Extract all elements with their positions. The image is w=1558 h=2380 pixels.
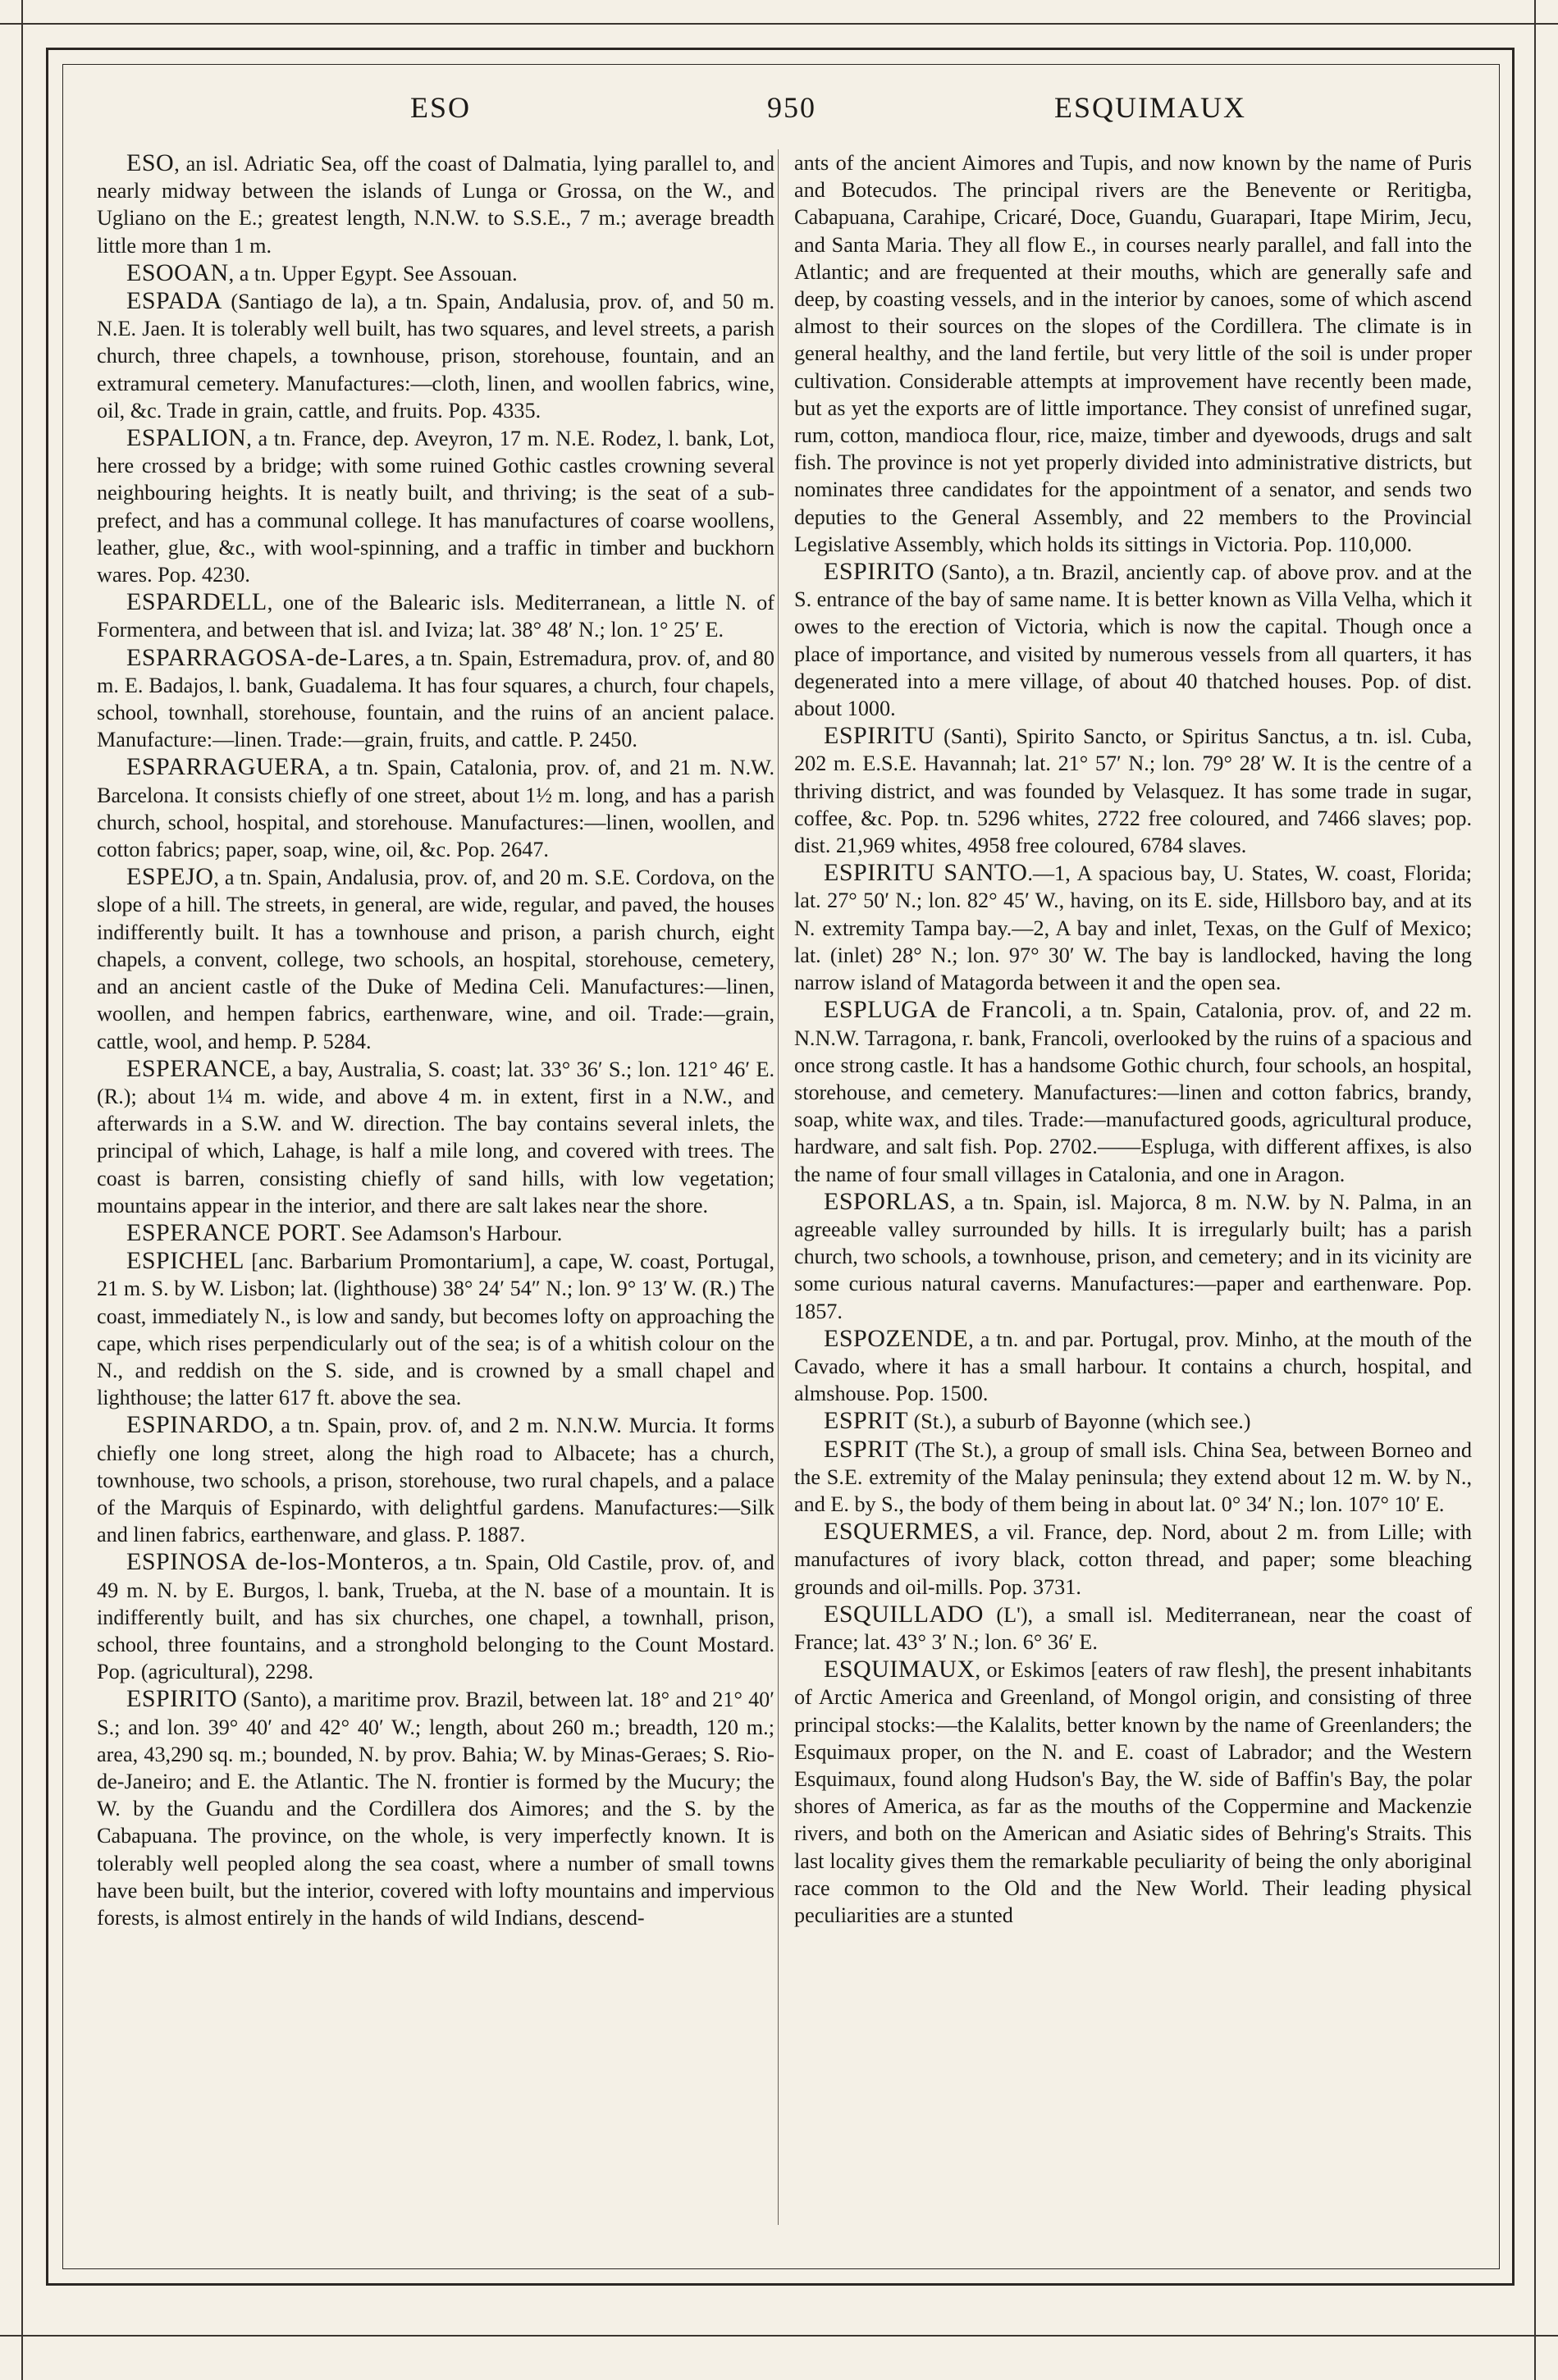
gazetteer-entry xyxy=(794,1325,1472,1408)
entry-headword: ESQUERMES xyxy=(824,1518,974,1546)
entry-text: (L'), a small isl. Mediterranean, near the coast of France; lat. 43° 3′ N.; lon. 6° 36′ E. xyxy=(794,1602,1472,1654)
entry-text: , a tn. France, dep. Aveyron, 17 m. N.E. Rodez, l. bank, Lot, here crossed by a bridge; with some ruined Gothic castles crowning several neighbouring heights. It is neatly built, and thriving; is the seat of a sub-prefect, and has a communal college. It has manufactures of coarse woollens, leather, glue, &c., with wool-spinning, and a traffic in timber and buckhorn wares. Pop. 4230. xyxy=(97,427,774,587)
page-bottom-rule xyxy=(0,2335,1558,2337)
entry-text: ants of the ancient Aimores and Tupis, and now known by the name of Puris and Botecudos. The principal rivers are the Benevente or Reritigba, Cabapuana, Carahipe, Cricaré, Doce, Guandu, Guarapari, Itape Mirim, Jecu, and Santa Maria. They all flow E., in courses nearly parallel, and fall into the Atlantic; and are frequented at their mouths, which are generally safe and deep, by coasting vessels, and in the interior by canoes, some of which ascend almost to their sources on the slopes of the Cordillera. The climate is in general healthy, and the land fertile, but very little of the soil is under proper cultivation. Considerable attempts at improvement have recently been made, but as yet the exports are of little importance. They consist of unrefined sugar, rum, cotton, mandioca flour, rice, maize, timber and dyewoods, drugs and salt fish. The province is not yet properly divided into administrative districts, but nominates three candidates for the appointment of a senator, and sends two deputies to the General Assembly, and 22 members to the Provincial Legislative Assembly, which holds its sittings in Victoria. Pop. 110,000. xyxy=(794,151,1472,556)
gazetteer-entry xyxy=(97,1548,774,1685)
entry-text: . See Adamson's Harbour. xyxy=(340,1221,563,1245)
entry-text: , an isl. Adriatic Sea, off the coast of Dalmatia, lying parallel to, and nearly midway between the islands of Lunga or Grossa, on the W., and Ugliano on the E.; greatest length, N.N.W. to S.S.E., 7 m.; average breadth little more than 1 m. xyxy=(97,152,774,258)
entry-text: , a tn. and par. Portugal, prov. Minho, at the mouth of the Cavado, where it has a small harbour. It contains a church, hospital, and almshouse. Pop. 1500. xyxy=(794,1327,1472,1406)
entry-headword: ESPOZENDE xyxy=(824,1324,969,1352)
gazetteer-entry xyxy=(97,1055,774,1219)
entry-text: [anc. Barbarium Promontarium], a cape, W. coast, Portugal, 21 m. S. by W. Lisbon; lat. (lighthouse) 38° 24′ 54″ N.; lon. 9° 13′ W. (R.) The coast, immediately N., is low and sandy, but becomes lofty on approaching the cape, which rises perpendicularly out of the sea; is of a whitish colour on the N., and reddish on the S. side, and is crowned by a small chapel and lighthouse; the latter 617 ft. above the sea. xyxy=(97,1249,774,1410)
entry-text: , a tn. Spain, Catalonia, prov. of, and 21 m. N.W. Barcelona. It consists chiefly of one street, about 1½ m. long, and has a parish church, school, hospital, and storehouse. Manufactures:—linen, woollen, and cotton fabrics; paper, soap, wine, oil, &c. Pop. 2647. xyxy=(97,756,774,862)
gazetteer-entry xyxy=(794,996,1472,1187)
entry-text: (Santi), Spirito Sancto, or Spiritus Sanctus, a tn. isl. Cuba, 202 m. E.S.E. Havannah; lat. 21° 57′ N.; lon. 79° 28′ W. It is the centre of a thriving district, and was founded by Velasquez. It has some trade in sugar, coffee, &c. Pop. tn. 5296 whites, 2722 free coloured, and 7466 slaves; pop. dist. 21,969 whites, 4958 free coloured, 6784 slaves. xyxy=(794,724,1472,858)
entry-text: (Santo), a tn. Brazil, anciently cap. of above prov. and at the S. entrance of the bay of same name. It is better known as Villa Velha, which it owes to the erection of Victoria, which is now the capital. Though once a place of importance, and visited by numerous vessels from all quarters, it has degenerated into a mere village, of about 40 thatched houses. Pop. of dist. about 1000. xyxy=(794,560,1472,721)
entry-headword: ESPRIT xyxy=(824,1435,909,1463)
gazetteer-entry xyxy=(794,558,1472,722)
gazetteer-entry xyxy=(794,1601,1472,1656)
entry-text: , a vil. France, dep. Nord, about 2 m. from Lille; with manufactures of ivory black, cotton thread, and paper; some bleaching grounds and oil-mills. Pop. 3731. xyxy=(794,1520,1472,1599)
entry-headword: ESPARRAGUERA xyxy=(126,753,325,781)
gazetteer-entry xyxy=(97,753,774,863)
header-right-word: ESQUIMAUX xyxy=(1054,91,1246,124)
entry-headword: ESPINOSA de-los-Monteros xyxy=(126,1548,424,1576)
entry-text: , a tn. Spain, isl. Majorca, 8 m. N.W. by N. Palma, in an agreeable valley surrounded by hills. It is irregularly built; has a parish church, two schools, a townhouse, prison, and cemetery; and in its vicinity are some curious natural caverns. Manufactures:—paper and earthenware. Pop. 1857. xyxy=(794,1190,1472,1323)
gazetteer-entry xyxy=(794,149,1472,558)
right-column xyxy=(794,149,1472,2225)
entry-headword: ESPORLAS xyxy=(824,1187,951,1215)
entry-headword: ESPLUGA de Francoli xyxy=(824,996,1067,1024)
entry-headword: ESPEJO xyxy=(126,863,214,891)
entry-text: .—1, A spacious bay, U. States, W. coast, Florida; lat. 27° 50′ N.; lon. 82° 45′ W., having, on its E. side, Hillsboro bay, and at its N. extremity Tampa bay.—2, A bay and inlet, Texas, on the Gulf of Mexico; lat. (inlet) 28° N.; lon. 97° 30′ W. The bay is landlocked, having the long narrow island of Matagorda between it and the open sea. xyxy=(794,861,1472,995)
entry-headword: ESPINARDO xyxy=(126,1411,268,1439)
left-column xyxy=(97,149,774,2225)
gazetteer-entry xyxy=(97,863,774,1054)
entry-headword: ESPADA xyxy=(126,287,222,315)
gazetteer-entry xyxy=(97,588,774,643)
entry-text: , a bay, Australia, S. coast; lat. 33° 36′ S.; lon. 121° 46′ E. (R.); about 1¼ m. wide, and above 4 m. in extent, first in a N.W., and afterwards in a S.W. and W. direction. The bay contains several inlets, the principal of which, Lahage, is half a mile long, and covered with trees. The coast is barren, consisting chiefly of sand hills, with low vegetation; mountains appear in the interior, and there are salt lakes near the shore. xyxy=(97,1057,774,1217)
gazetteer-entry xyxy=(794,722,1472,859)
entry-text: , a tn. Upper Egypt. See Assouan. xyxy=(228,261,518,286)
entry-headword: ESQUIMAUX xyxy=(824,1656,975,1683)
entry-text: , a tn. Spain, Old Castile, prov. of, and 49 m. N. by E. Burgos, l. bank, Trueba, at the N. base of a mountain. It is indifferently built, and has six churches, one chapel, a townhall, prison, school, three fountains, and a stronghold belonging to the Count Mostard. Pop. (agricultural), 2298. xyxy=(97,1551,774,1684)
header-left-word: ESO xyxy=(410,91,472,124)
entry-text: (St.), a suburb of Bayonne (which see.) xyxy=(908,1409,1251,1434)
entry-headword: ESPALION xyxy=(126,424,247,452)
column-divider xyxy=(778,149,779,2225)
entry-headword: ESPERANCE xyxy=(126,1054,272,1082)
page-number: 950 xyxy=(767,91,816,124)
entry-headword: ESPARDELL xyxy=(126,588,267,616)
page-top-rule xyxy=(0,23,1558,25)
entry-headword: ESQUILLADO xyxy=(824,1600,984,1628)
gazetteer-entry xyxy=(794,1436,1472,1519)
page-right-rule xyxy=(1534,0,1536,2380)
entry-headword: ESO xyxy=(126,149,175,176)
entry-headword: ESPARRAGOSA-de-Lares xyxy=(126,643,404,671)
entry-text: (Santiago de la), a tn. Spain, Andalusia, prov. of, and 50 m. N.E. Jaen. It is tolerably well built, has two squares, and level streets, a parish church, three chapels, a townhouse, prison, storehouse, fountain, and an extramural cemetery. Manufactures:—cloth, linen, and woollen fabrics, wine, oil, &c. Trade in grain, cattle, and fruits. Pop. 4335. xyxy=(97,290,774,423)
entry-headword: ESPRIT xyxy=(824,1407,909,1435)
entry-text: (Santo), a maritime prov. Brazil, between lat. 18° and 21° 40′ S.; and lon. 39° 40′ and 42° 40′ W.; length, about 260 m.; breadth, 120 m.; area, 43,290 sq. m.; bounded, N. by prov. Bahia; W. by Minas-Geraes; S. Rio-de-Janeiro; and E. the Atlantic. The N. frontier is formed by the Mucury; the W. by the Guandu and the Cordillera dos Aimores; and the S. by the Cabapuana. The province, on the whole, is very imperfectly known. It is tolerably well peopled along the sea coast, where a number of small towns have been built, but the interior, covered with lofty mountains and impervious forests, is almost entirely in the hands of wild Indians, descend- xyxy=(97,1688,774,1930)
entry-headword: ESPIRITU xyxy=(824,722,935,750)
entry-headword: ESPERANCE PORT xyxy=(126,1218,341,1246)
entry-headword: ESPIRITU SANTO xyxy=(824,859,1028,887)
page-left-rule xyxy=(21,0,23,2380)
entry-text: , a tn. Spain, Catalonia, prov. of, and 22 m. N.N.W. Tarragona, r. bank, Francoli, overlooked by the ruins of a spacious and once strong castle. It has a handsome Gothic church, four schools, an hospital, storehouse, and cemetery. Manufactures:—linen and cotton fabrics, brandy, soap, white wax, and tiles. Trade:—manufactured goods, agricultural produce, hardware, and salt fish. Pop. 2702.——Espluga, with different affixes, is also the name of four small villages in Catalonia, and one in Aragon. xyxy=(794,998,1472,1186)
entry-headword: ESPIRITO xyxy=(824,558,935,586)
entry-text: , a tn. Spain, Andalusia, prov. of, and 20 m. S.E. Cordova, on the slope of a hill. The streets, in general, are wide, regular, and paved, the houses indifferently built. It has a townhouse and prison, a parish church, eight chapels, a convent, college, two schools, an hospital, storehouse, cemetery, and an ancient castle of the Duke of Medina Celi. Manufactures:—linen, woollen, and hempen fabrics, earthenware, wine, and oil. Trade:—grain, cattle, wool, and hemp. P. 5284. xyxy=(97,866,774,1053)
entry-text: (The St.), a group of small isls. China Sea, between Borneo and the S.E. extremity of the Malay peninsula; they extend about 12 m. W. by N., and E. by S., the body of them being in about lat. 0° 34′ N.; lon. 107° 10′ E. xyxy=(794,1437,1472,1516)
entry-headword: ESOOAN xyxy=(126,258,229,286)
gazetteer-entry xyxy=(794,1188,1472,1325)
gazetteer-entry xyxy=(97,259,774,287)
entry-text: , one of the Balearic isls. Mediterranean, a little N. of Formentera, and between that isl. and Iviza; lat. 38° 48′ N.; lon. 1° 25′ E. xyxy=(97,591,774,642)
running-header xyxy=(98,90,1460,139)
gazetteer-entry xyxy=(794,1407,1472,1435)
entry-text: , a tn. Spain, Estremadura, prov. of, and 80 m. E. Badajos, l. bank, Guadalema. It has four squares, a church, four chapels, school, townhall, storehouse, fountain, and the ruins of an ancient palace. Manufacture:—linen. Trade:—grain, fruits, and cattle. P. 2450. xyxy=(97,646,774,752)
gazetteer-entry xyxy=(97,644,774,754)
entry-headword: ESPICHEL xyxy=(126,1247,245,1275)
gazetteer-entry xyxy=(794,859,1472,996)
entry-text: , or Eskimos [eaters of raw flesh], the present inhabitants of Arctic America and Greenland, of Mongol origin, and consisting of three principal stocks:—the Kalalits, better known by the name of Greenlanders; the Esquimaux proper, on the N. and E. coast of Labrador; and the Western Esquimaux, found along Hudson's Bay, the W. side of Baffin's Bay, the polar shores of America, as far as the mouths of the Coppermine and Mackenzie rivers, and both on the American and Asiatic sides of Behring's Straits. This last locality gives them the remarkable peculiarity of being the only aboriginal race common to the Old and the New World. Their leading physical peculiarities are a stunted xyxy=(794,1658,1472,1927)
gazetteer-entry xyxy=(794,1518,1472,1601)
entry-headword: ESPIRITO xyxy=(126,1685,238,1713)
gazetteer-entry xyxy=(97,1685,774,1931)
gazetteer-entry xyxy=(97,1219,774,1247)
gazetteer-entry xyxy=(97,424,774,588)
gazetteer-entry xyxy=(794,1656,1472,1929)
gazetteer-entry xyxy=(97,1247,774,1411)
gazetteer-entry xyxy=(97,287,774,424)
gazetteer-entry xyxy=(97,1411,774,1548)
gazetteer-entry xyxy=(97,149,774,259)
entry-text: , a tn. Spain, prov. of, and 2 m. N.N.W. Murcia. It forms chiefly one long street, along the high road to Albacete; has a church, townhouse, two schools, a prison, storehouse, two rural chapels, and a palace of the Marquis of Espinardo, with delightful gardens. Manufactures:—Silk and linen fabrics, earthenware, and glass. P. 1887. xyxy=(97,1414,774,1547)
